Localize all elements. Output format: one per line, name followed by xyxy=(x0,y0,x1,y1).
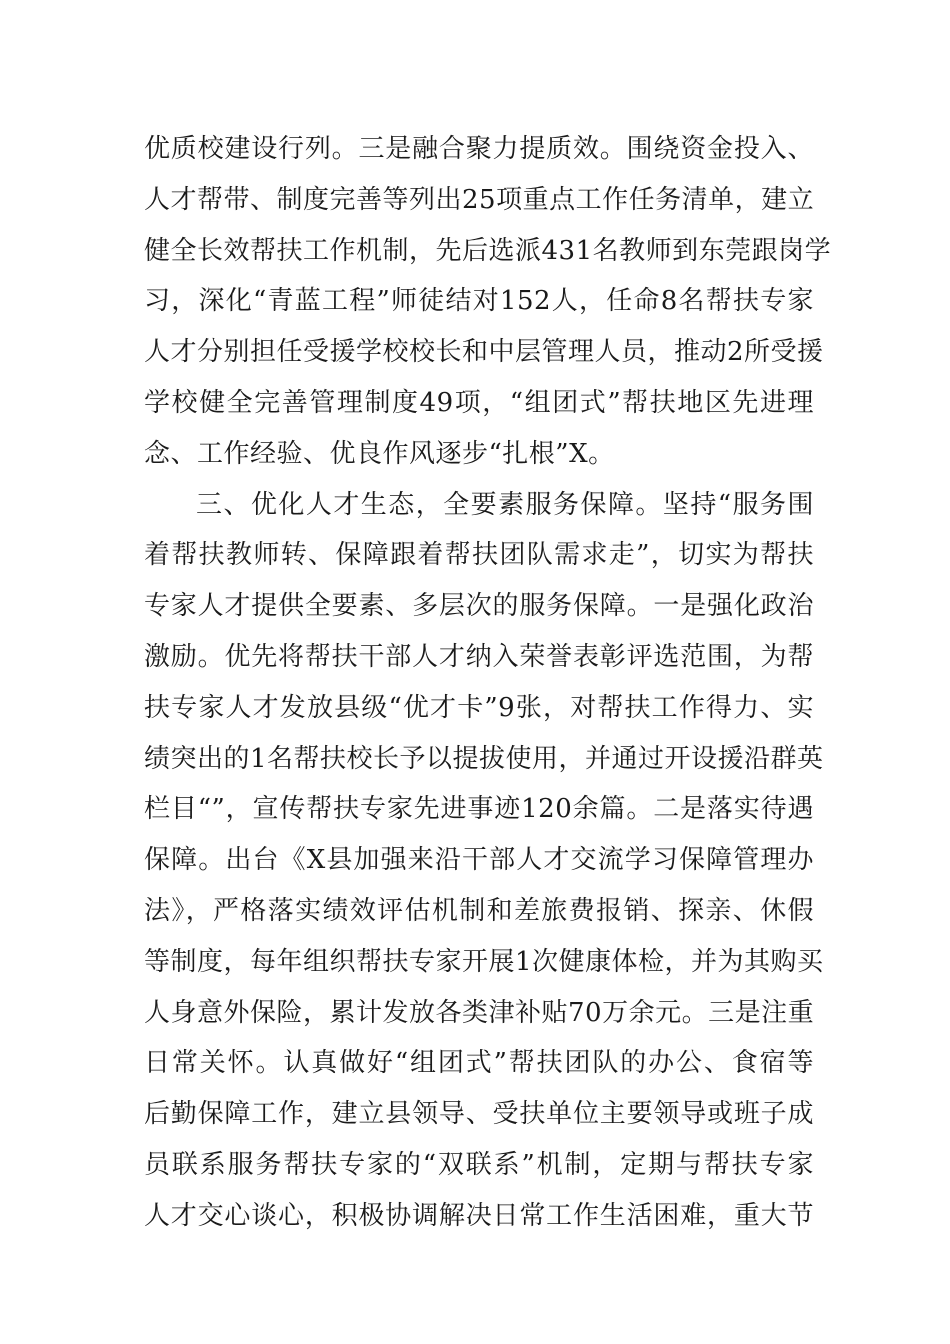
text-line: 优质校建设行列。三是融合聚力提质效。围绕资金投入、 xyxy=(144,134,814,164)
body-text xyxy=(144,124,832,1242)
paragraph-1 xyxy=(144,124,832,480)
text-line: 念、工作经验、优良作风逐步“扎根”X。 xyxy=(144,438,615,469)
text-line: 着帮扶教师转、保障跟着帮扶团队需求走”，切实为帮扶 xyxy=(144,540,814,571)
text-line: 激励。优先将帮扶干部人才纳入荣誉表彰评选范围，为帮 xyxy=(144,641,814,672)
text-line: 扶专家人才发放县级“优才卡”9张，对帮扶工作得力、实 xyxy=(144,692,814,723)
text-line: 栏目“”，宣传帮扶专家先进事迹120余篇。二是落实待遇 xyxy=(144,794,814,825)
text-line: 健全长效帮扶工作机制，先后选派431名教师到东莞跟岗学 xyxy=(144,235,832,266)
text-line: 后勤保障工作，建立县领导、受扶单位主要领导或班子成 xyxy=(144,1099,814,1130)
text-line: 员联系服务帮扶专家的“双联系”机制，定期与帮扶专家 xyxy=(144,1149,814,1180)
text-line: 学校健全完善管理制度49项，“组团式”帮扶地区先进理 xyxy=(144,387,814,418)
text-line: 保障。出台《X县加强来沿干部人才交流学习保障管理办 xyxy=(144,845,814,876)
text-line: 人身意外保险，累计发放各类津补贴70万余元。三是注重 xyxy=(144,997,815,1028)
text-line: 人才帮带、制度完善等列出25项重点工作任务清单，建立 xyxy=(144,184,815,215)
text-line: 等制度，每年组织帮扶专家开展1次健康体检，并为其购买 xyxy=(144,946,824,977)
paragraph-2 xyxy=(144,480,824,1242)
text-line: 绩突出的1名帮扶校长予以提拔使用，并通过开设援沿群英 xyxy=(144,743,824,774)
text-line: 人才交心谈心，积极协调解决日常工作生活困难，重大节 xyxy=(144,1200,814,1231)
text-line: 专家人才提供全要素、多层次的服务保障。一是强化政治 xyxy=(144,591,814,622)
text-line: 法》，严格落实绩效评估机制和差旅费报销、探亲、休假 xyxy=(144,895,814,926)
text-line: 三、优化人才生态，全要素服务保障。坚持“服务围 xyxy=(196,489,814,520)
text-line: 人才分别担任受援学校校长和中层管理人员，推动2所受援 xyxy=(144,337,824,368)
text-line: 日常关怀。认真做好“组团式”帮扶团队的办公、食宿等 xyxy=(144,1048,814,1079)
text-line: 习，深化“青蓝工程”师徒结对152人，任命8名帮扶专家 xyxy=(144,286,814,317)
